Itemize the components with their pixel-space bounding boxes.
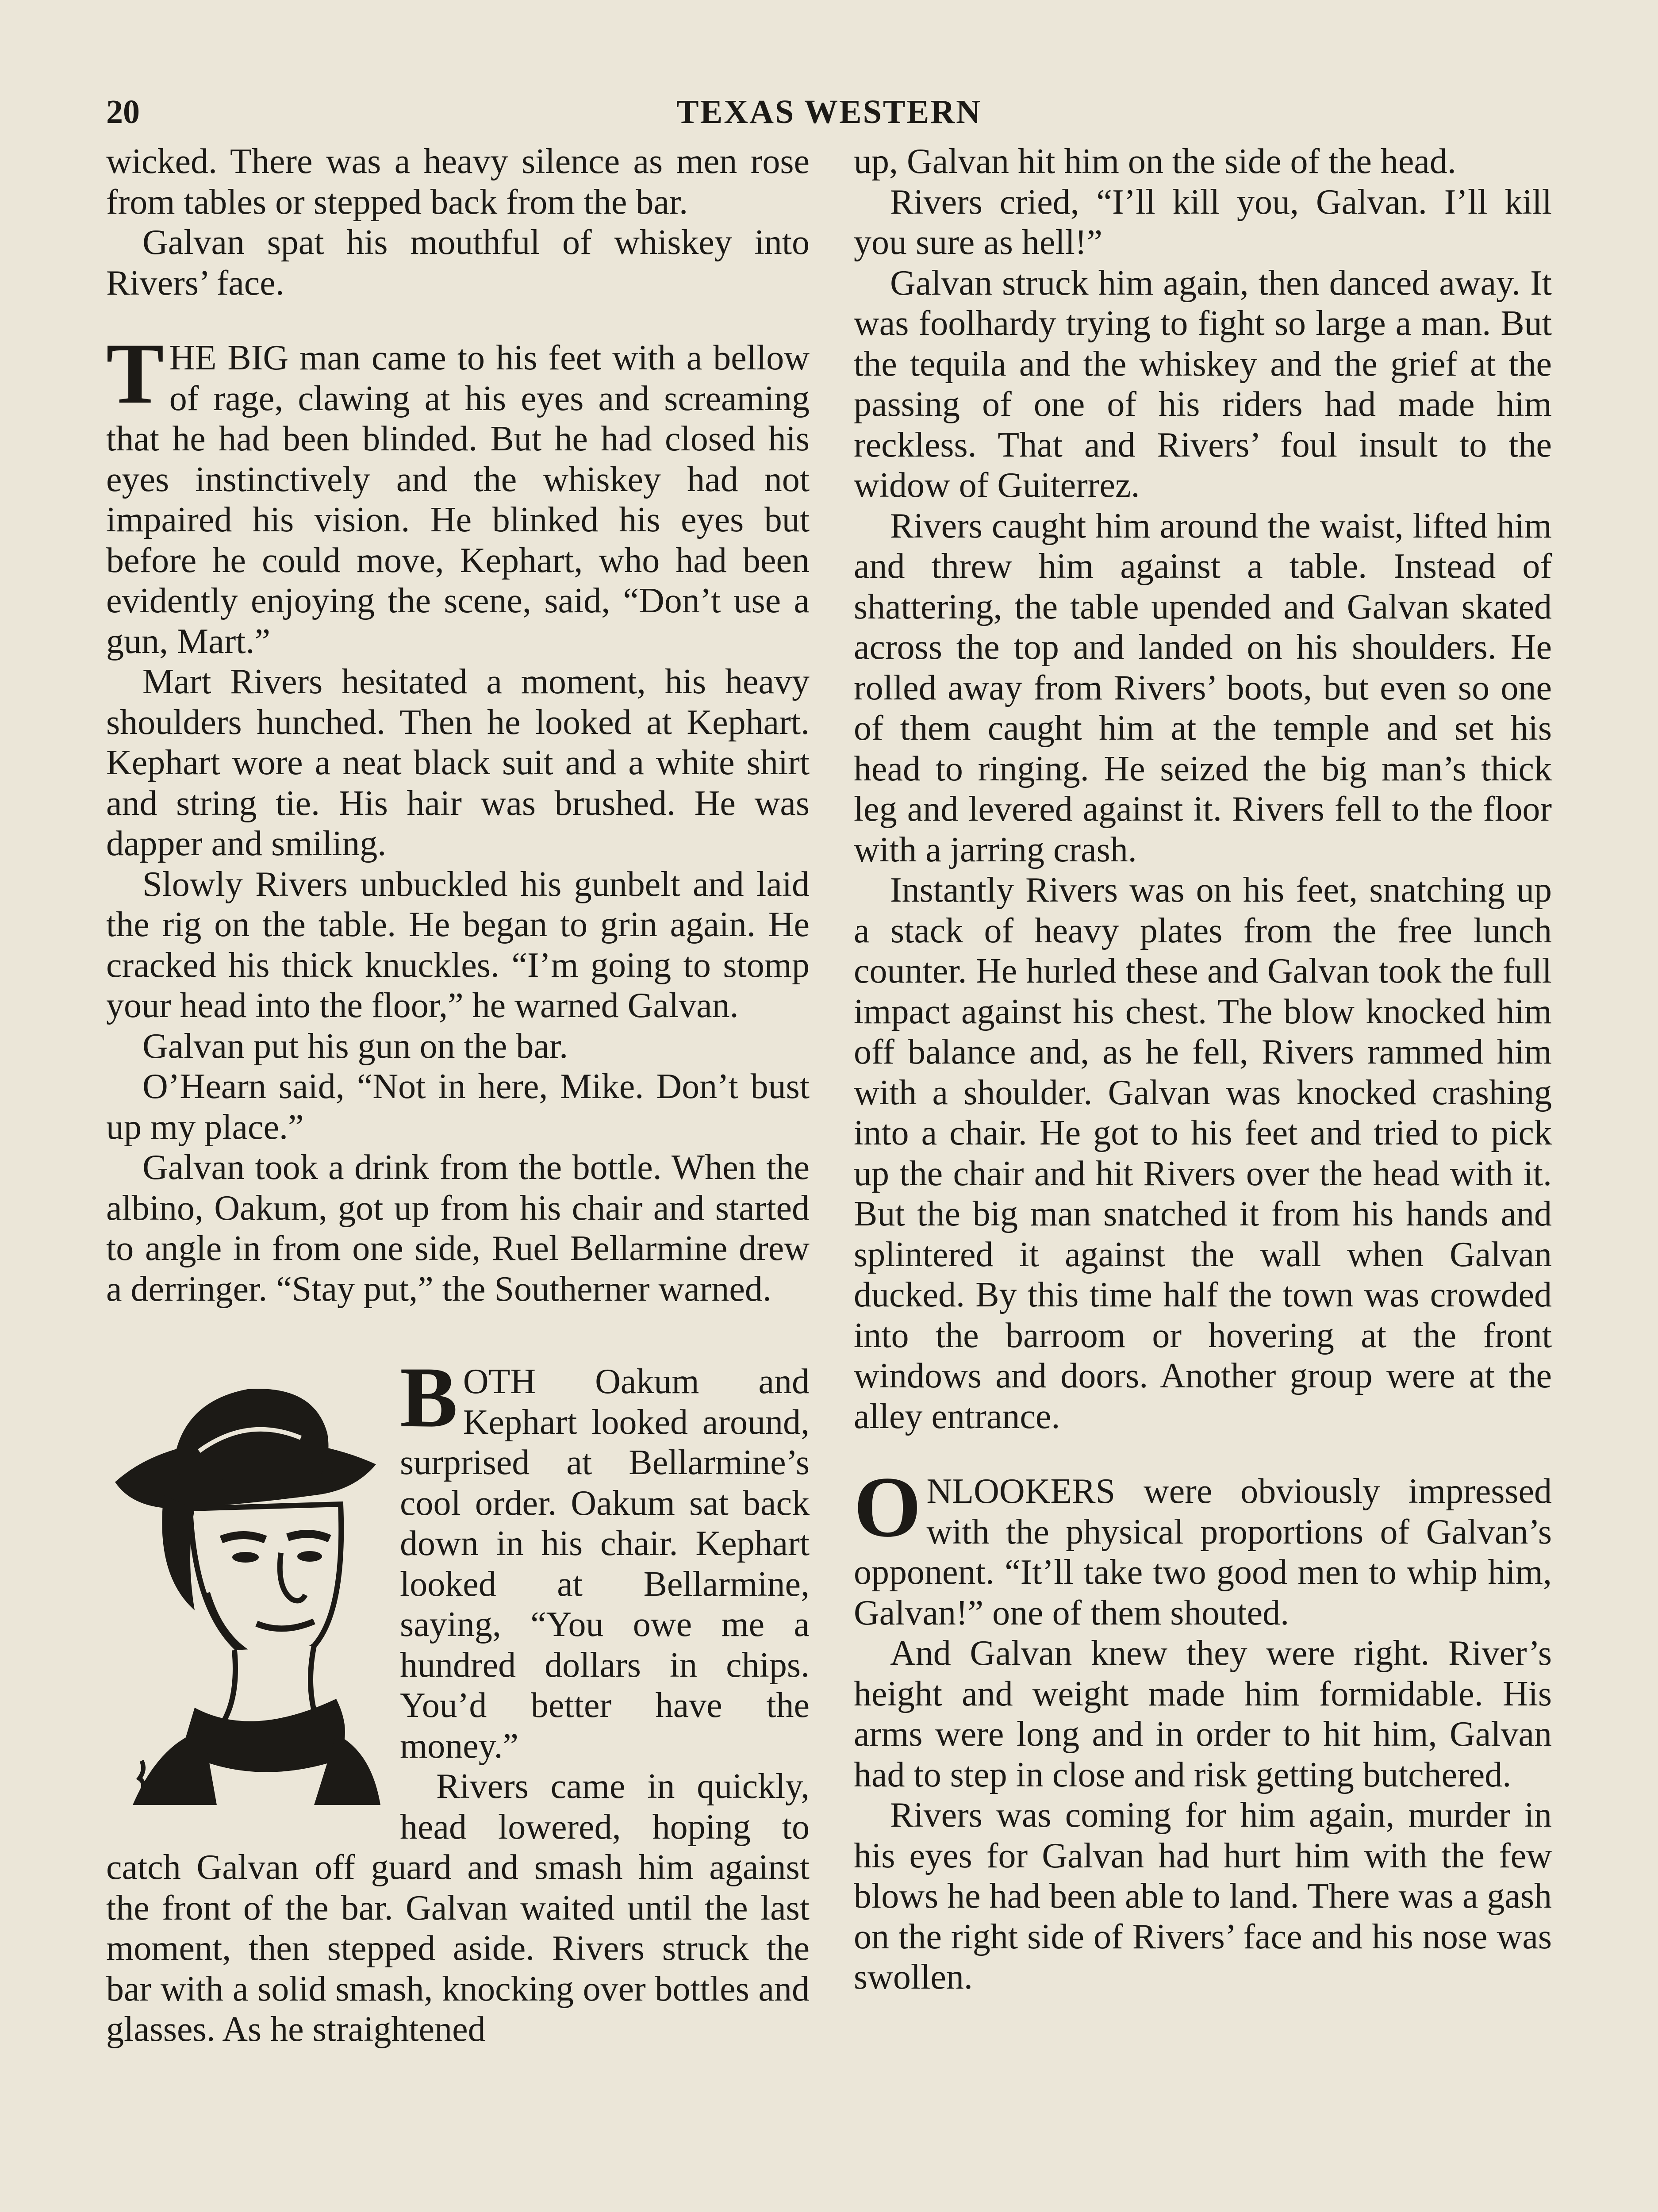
- drop-cap: B: [400, 1349, 458, 1445]
- section-text: NLOOKERS were obviously impressed with the physical proportions of Galvan’s opponent. “It’ll take two good men to whip him, Galvan!” one of them shouted.: [854, 1472, 1552, 1632]
- page-header: [106, 93, 1552, 137]
- left-column: [106, 142, 810, 2050]
- paragraph: Galvan struck him again, then danced away. It was foolhardy trying to fight so large a man. But the tequila and the whiskey and the grief at the passing of one of his riders had made him reckless. That and Rivers’ foul insult to the widow of Guiterrez.: [854, 263, 1552, 505]
- drop-cap: O: [854, 1459, 921, 1555]
- paragraph: up, Galvan hit him on the side of the head.: [854, 142, 1456, 181]
- paragraph: Galvan took a drink from the bottle. When the albino, Oakum, got up from his chair and started to angle in from one side, Ruel Bellarmine drew a derringer. “Stay put,” the Southerner warned.: [106, 1148, 810, 1309]
- paragraph: Rivers caught him around the waist, lifted him and threw him against a table. Instead of shattering, the table upended and Galvan skated across the top and landed on his shoulders. He rolled away from Rivers’ boots, but even so one of them caught him at the temple and set his head to ringing. He seized the big man’s thick leg and levered against it. Rivers fell to the floor with a jarring crash.: [854, 506, 1552, 869]
- section-text: OTH Oakum and Kephart looked around, surprised at Bellarmine’s cool order. Oakum sat back down in his chair. Kephart looked at Bellarmine, saying, “You owe me a hundred dollars in chips. You’d better have the money.”: [400, 1362, 810, 1766]
- section-text: HE BIG man came to his feet with a bellow of rage, clawing at his eyes and screaming that he had been blinded. But he had closed his eyes instinctively and the whiskey had not impaired his vision. He blinked his eyes but before he could move, Kephart, who had been evidently enjoying the scene, said, “Don’t use a gun, Mart.”: [106, 338, 810, 661]
- paragraph: wicked. There was a heavy silence as men rose from tables or stepped back from the bar.: [106, 142, 810, 222]
- drop-cap: T: [106, 326, 164, 422]
- paragraph: Mart Rivers hesitated a moment, his heavy shoulders hunched. Then he looked at Kephart. Kephart wore a neat black suit and a white shirt and string tie. His hair was brushed. He was dapper and smiling.: [106, 662, 810, 863]
- paragraph: Slowly Rivers unbuckled his gunbelt and laid the rig on the table. He began to grin again. He cracked his thick knuckles. “I’m going to stomp your head into the floor,” he warned Galvan.: [106, 864, 810, 1025]
- paragraph: Rivers was coming for him again, murder in his eyes for Galvan had hurt him with the few blows he had been able to land. There was a gash on the right side of Rivers’ face and his nose was swollen.: [854, 1796, 1552, 1997]
- paragraph: Rivers came in quickly, head lowered, hoping to catch Galvan off guard and smash him against the front of the bar. Galvan waited until the last moment, then stepped aside. Rivers struck the bar with a solid smash, knocking over bottles and glasses. As he straightened: [106, 1767, 810, 2049]
- right-column: [854, 142, 1552, 1998]
- paragraph: O’Hearn said, “Not in here, Mike. Don’t bust up my place.”: [106, 1067, 810, 1147]
- page-number: 20: [106, 93, 140, 131]
- running-head: TEXAS WESTERN: [676, 93, 982, 131]
- paragraph: Rivers cried, “I’ll kill you, Galvan. I’ll kill you sure as hell!”: [854, 182, 1552, 262]
- paragraph: Galvan spat his mouthful of whiskey into Rivers’ face.: [106, 223, 810, 303]
- paragraph: Galvan put his gun on the bar.: [142, 1026, 568, 1066]
- cowboy-portrait-icon: [106, 1363, 389, 1832]
- cowboy-illustration: [106, 1363, 389, 1832]
- paragraph: Instantly Rivers was on his feet, snatching up a stack of heavy plates from the free lunch counter. He hurled these and Galvan took the full impact against his chest. The blow knocked him off balance and, as he fell, Rivers rammed him with a shoulder. Galvan was knocked crashing into a chair. He got to his feet and tried to pick up the chair and hit Rivers over the head with it. But the big man snatched it from his hands and splintered it against the wall when Galvan ducked. By this time half the town was crowded into the barroom or hovering at the front windows and doors. Another group were at the alley entrance.: [854, 871, 1552, 1436]
- section-paragraph: [106, 326, 810, 662]
- paragraph: And Galvan knew they were right. River’s height and weight made him formidable. His arms were long and in order to hit him, Galvan had to step in close and risk getting butchered.: [854, 1634, 1552, 1794]
- section-paragraph: [854, 1459, 1552, 1633]
